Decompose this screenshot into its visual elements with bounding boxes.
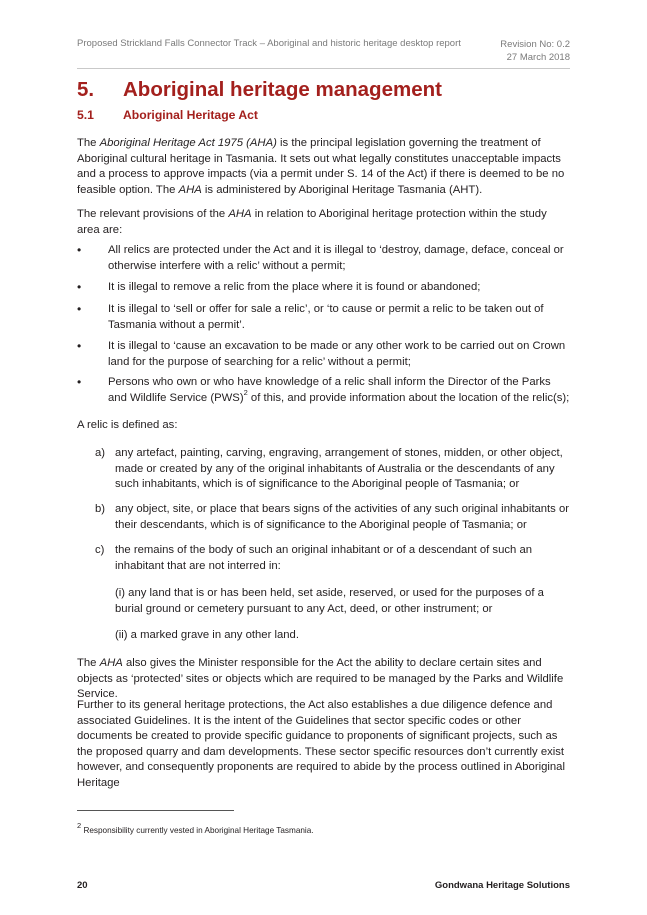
header-document-title: Proposed Strickland Falls Connector Track – Aboriginal and historic heritage desktop report bbox=[77, 38, 461, 49]
header-revision-block bbox=[500, 38, 570, 64]
section-heading bbox=[77, 78, 442, 102]
section-title: Aboriginal heritage management bbox=[123, 78, 442, 101]
paragraph-provisions-intro: The relevant provisions of the AHA in relation to Aboriginal heritage protection within the study area are: bbox=[77, 208, 547, 236]
subsection-number: 5.1 bbox=[77, 108, 94, 122]
document-page: Proposed Strickland Falls Connector Track – Aboriginal and historic heritage desktop report Revision No: 0.2 27 March 2018 5. Aboriginal heritage management 5.1 Aboriginal Heritage Act The Aboriginal Heritage Act 1975 (AHA) is the principal legislation governing the treatment of Aboriginal cultural heritage in Tasmania. It sets out what legally constitutes unacceptable impacts and a process to approve impacts (via a permit under S. 14 of the Act) if there is deemed to be no feasible option. The AHA is administered by Aboriginal Heritage Tasmania (AHT). The relevant provisions of the AHA in relation to Aboriginal heritage protection within the study area are: • All relics are protected under the Act and it is illegal to ‘destroy, damage, deface, conceal or otherwise interfere with a relic’ without a permit; • It is illegal to remove a relic from the place where it is found or abandoned; • It is illegal to ‘sell or offer for sale a relic’, or ‘to cause or permit a relic to be taken out of Tasmania without a permit’. • It is illegal to ‘cause an excavation to be made or any other work to be carried out on Crown land for the purpose of searching for a relic’ without a permit; • Persons who own or who have knowledge of a relic shall inform the Director of the Parks and Wildlife Service (PWS)$^2$ of this, and provide information about the location of the relic(s); A relic is defined as: a) any artefact, painting, carving, engraving, arrangement of stones, midden, or other object, made or created by any of the original inhabitants of Australia or the descendants of any such inhabitants, which is of significance to the Aboriginal people of Tasmania; or b) any object, site, or place that bears signs of the activities of any such original inhabitants or their descendants, which is of significance to the Aboriginal people of Tasmania; or c) the remains of the body of such an original inhabitant or of a descendant of such an inhabitant that are not interred in: (i) any land that is or has been held, set aside, reserved, or used for the purposes of a burial ground or cemetery pursuant to any Act, deed, or other instrument; or (ii) a marked grave in any other land. The AHA also gives the Minister responsible for the Act the ability to declare certain sites and objects as ‘protected’ sites or objects which are required to be managed by the Parks and Wildlife Service. Further to its general heritage protections, the Act also establishes a due diligence defence and associated Guidelines. It is the intent of the Guidelines that sector specific codes or other documents be created to provide specific guidance to proponents of significant projects, such as the proposed quarry and dam developments. These sector specific resources don’t currently exist however, and consequently proponents are required to abide by the process outlined in Aboriginal Heritage $^2$ Responsibility currently vested in Aboriginal Heritage Tasmania. 20 Gondwana Heritage Solutions bbox=[77, 38, 570, 891]
relic-definition-intro: A relic is defined as: bbox=[77, 419, 178, 431]
bullet-icon: • bbox=[77, 339, 82, 353]
footnote-divider bbox=[77, 810, 234, 811]
page-number: 20 bbox=[77, 880, 88, 891]
header-date: 27 March 2018 bbox=[506, 52, 570, 63]
subsection-title: Aboriginal Heritage Act bbox=[123, 108, 258, 122]
bullet-icon: • bbox=[77, 302, 82, 316]
paragraph-act-intro: The Aboriginal Heritage Act 1975 (AHA) is the principal legislation governing the treatment of Aboriginal cultural heritage in Tasmania. It sets out what legally constitutes unacceptable impacts and a process to approve impacts (via a permit under S. 14 of the Act) if there is deemed to be no feasible option. The AHA is administered by Aboriginal Heritage Tasmania (AHT). bbox=[77, 137, 565, 196]
header-revision: Revision No: 0.2 bbox=[500, 39, 570, 50]
definition-subitem-ii: (ii) a marked grave in any other land. bbox=[115, 629, 299, 641]
act-name: Aboriginal Heritage Act 1975 (AHA) bbox=[99, 137, 277, 149]
definition-subitem-i: (i) any land that is or has been held, set aside, reserved, or used for the purposes of a burial ground or cemetery pursuant to any Act, deed, or other instrument; or bbox=[115, 587, 544, 615]
bullet-icon: • bbox=[77, 280, 82, 294]
subsection-heading bbox=[77, 108, 258, 122]
bullet-icon: • bbox=[77, 243, 82, 257]
footnote-reference: 2 bbox=[243, 387, 248, 397]
paragraph-due-diligence: Further to its general heritage protections, the Act also establishes a due diligence defence and associated Guidelines. It is the intent of the Guidelines that sector specific codes or other documents be created to provide specific guidance to proponents of significant projects, such as the proposed quarry and dam developments. These sector specific resources don’t currently exist however, and consequently proponents are required to abide by the process outlined in Aboriginal Heritage bbox=[77, 699, 565, 789]
header-divider bbox=[77, 68, 570, 69]
footnote: $^2$ Responsibility currently vested in Aboriginal Heritage Tasmania. bbox=[77, 821, 314, 835]
section-number: 5. bbox=[77, 78, 95, 101]
bullet-icon: • bbox=[77, 375, 82, 389]
footer-company: Gondwana Heritage Solutions bbox=[434, 880, 570, 891]
paragraph-protected-sites: The AHA also gives the Minister responsible for the Act the ability to declare certain sites and objects as ‘protected’ sites or objects which are required to be managed by the Parks and Wildlife Service. bbox=[77, 657, 564, 701]
